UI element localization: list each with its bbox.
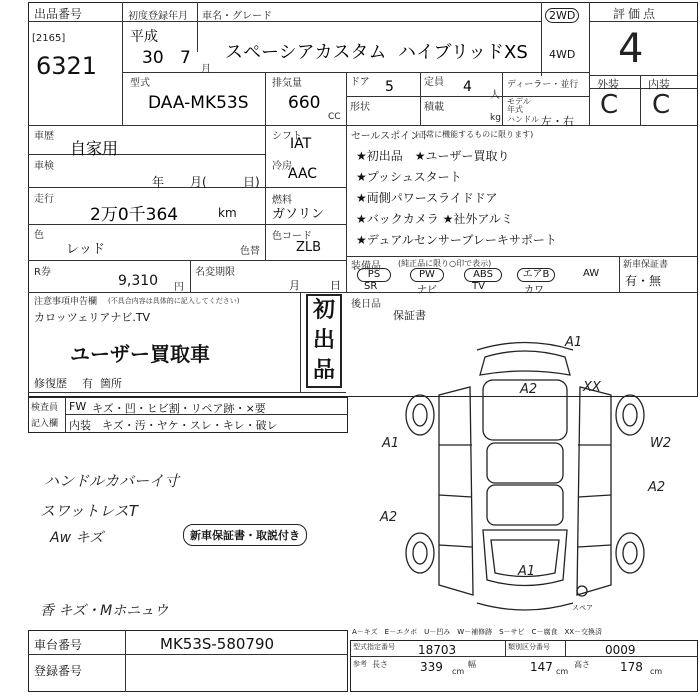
damage-mark-8: A1 (518, 564, 536, 579)
check-fw: FW (69, 400, 87, 413)
ext-label: 外装 (597, 78, 619, 91)
cc-label: 排気量 (272, 78, 302, 89)
spec-model-label: 型式指定番号 (353, 643, 395, 651)
car-grade: ハイブリッドXS (398, 42, 528, 63)
spare-label: スペア (572, 604, 593, 612)
damage-mark-5: W2 (650, 436, 672, 451)
mileage-unit: km (218, 206, 237, 220)
equip-ps: PS (357, 268, 391, 282)
lot-sub: [2165] (32, 33, 66, 44)
score-label: 評価点 (613, 7, 659, 21)
r-ticket-label: R券 (34, 267, 51, 278)
capacity-label: 定員 (424, 77, 444, 88)
spec-height-label: 高さ (574, 660, 590, 669)
spec-width-label: 幅 (468, 660, 476, 669)
model-label: 型式 (130, 78, 150, 89)
spec-length-value: 339 (420, 660, 443, 674)
damage-mark-7: A2 (380, 510, 398, 525)
score-value: 4 (618, 26, 644, 72)
reg-month: 7 (180, 48, 191, 68)
name-change-month: 月 (289, 279, 300, 292)
mileage-label: 走行 (34, 194, 54, 205)
ac-label: 冷房 (272, 161, 292, 172)
spec-model-value: 18703 (418, 643, 457, 657)
model-year-label-2: 年式 (507, 105, 523, 114)
color-label: 色 (34, 230, 44, 241)
lot-number: 6321 (36, 52, 98, 80)
handnote-2: スワットレスT (40, 502, 138, 520)
color-value: レッド (66, 242, 105, 257)
damage-mark-4: A1 (382, 436, 400, 451)
model-value: DAA-MK53S (148, 93, 249, 113)
spec-width-unit: cm (556, 667, 569, 676)
damage-mark-3: XX (583, 380, 601, 395)
notes-line-1: カロッツェリアナビ.TV (34, 311, 151, 324)
sales-point-2: ★プッシュスタート (356, 170, 462, 184)
sales-sub: (正常に機能するものに限ります) (415, 130, 534, 139)
equip-sr: SR (364, 281, 378, 292)
reg-label: 初度登録年月 (128, 11, 188, 22)
sales-point-1: ★初出品 ★ユーザー買取り (356, 149, 510, 163)
sales-label: セールスポイント (351, 131, 431, 142)
drive-2wd: 2WD (545, 8, 579, 23)
spec-height-value: 178 (620, 660, 643, 674)
name-change-day: 日 (330, 279, 341, 292)
handle-value: 左・右 (541, 115, 574, 128)
certificate-stamp: 新車保証書・取説付き (183, 524, 307, 546)
car-name: スペーシアカスタム (225, 42, 387, 63)
equip-leather: カワ (524, 285, 544, 296)
notes-label: 注意事項申告欄 (34, 297, 98, 307)
int-label: 内装 (648, 78, 670, 91)
check-label-1: 検査員 (31, 403, 59, 413)
notes-main: ユーザー買取車 (70, 342, 210, 366)
lot-label: 出品番号 (34, 7, 83, 21)
spec-length-label: 長さ (372, 660, 388, 669)
inspection-month: 月( (190, 175, 207, 189)
spec-ref-label: 参考 (353, 660, 367, 668)
dealer-label: ディーラー・並行 (507, 80, 579, 90)
check-naisou: 内装 (69, 419, 91, 432)
shape-label: 形状 (350, 102, 370, 113)
spec-class-label: 類別区分番号 (508, 643, 550, 651)
history-value: 自家用 (70, 139, 119, 158)
history-label: 車歴 (34, 131, 54, 142)
equip-label: 装備品 (351, 261, 381, 272)
equip-abs: ABS (464, 268, 502, 282)
r-ticket-unit: 円 (174, 282, 184, 293)
fuel-value: ガソリン (272, 207, 325, 222)
equip-tv: TV (472, 281, 485, 292)
check-line-2: キズ・汚・ヤケ・スレ・キレ・破レ (102, 419, 278, 432)
later-value: 保証書 (393, 309, 426, 322)
handle-label: ハンドル (507, 115, 539, 124)
color-change-label: 色替 (240, 246, 260, 257)
spec-length-unit: cm (452, 667, 465, 676)
repair-label: 修復歴 (34, 377, 67, 390)
shift-value: IAT (290, 136, 312, 152)
drive-4wd: 4WD (549, 48, 576, 61)
ext-value: C (600, 90, 619, 120)
capacity-value: 4 (463, 79, 472, 95)
color-code-value: ZLB (296, 240, 322, 255)
ac-value: AAC (288, 166, 318, 182)
color-code-label: 色コード (272, 231, 312, 242)
mileage-value: 2万0千364 (90, 205, 179, 225)
handnote-4: 香 キズ・Mホニュウ (40, 603, 169, 619)
equip-aw: AW (583, 268, 600, 279)
sales-point-4: ★バックカメラ ★社外アルミ (356, 212, 513, 226)
fuel-label: 燃料 (272, 195, 292, 206)
cc-value: 660 (288, 93, 321, 113)
equip-airbag: エアB (517, 268, 555, 282)
new-guarantee-label: 新車保証書 (623, 260, 669, 270)
reg-year: 30 (142, 48, 164, 68)
damage-mark-6: A2 (648, 480, 666, 495)
stamp-char-2: 出 (312, 328, 335, 353)
cc-unit: CC (328, 112, 341, 122)
reg-era: 平成 (130, 29, 158, 45)
inspection-label: 車検 (34, 161, 54, 172)
spec-width-value: 147 (530, 660, 553, 674)
damage-legend: A－キズ E－エクボ U－凹み W－補修跡 S－サビ C－腐食 XX－交換済 (352, 628, 603, 636)
spec-class-value: 0009 (605, 643, 636, 657)
model-year-label-1: モデル (507, 97, 531, 106)
equip-sub: (純正品に限り○印で表示) (398, 259, 492, 268)
car-label: 車名・グレード (202, 11, 272, 22)
notes-sub: (不具合内容は具体的に記入してください) (108, 297, 240, 305)
check-label-2: 記入欄 (31, 419, 59, 429)
check-line-1: キズ・凹・ヒビ割・リペア跡・×要 (92, 402, 266, 415)
equip-navi: ナビ (417, 285, 437, 296)
name-change-label: 名変期限 (195, 267, 235, 278)
regno-label: 登録番号 (34, 664, 83, 678)
r-ticket-value: 9,310 (118, 273, 159, 289)
frame-value: MK53S-580790 (160, 635, 275, 653)
repair-value: 有 (82, 377, 93, 390)
reg-month-unit: 月 (201, 64, 211, 75)
load-unit: kg (490, 113, 501, 123)
capacity-unit: 人 (490, 90, 500, 101)
stamp-char-3: 品 (312, 358, 335, 383)
shift-label: シフト (272, 131, 302, 142)
new-guarantee-value: 有・無 (625, 274, 662, 288)
sales-point-3: ★両側パワースライドドア (356, 191, 498, 205)
stamp-char-1: 初 (312, 298, 335, 323)
int-value: C (652, 90, 671, 120)
handnote-1: ハンドルカバーイ寸 (44, 472, 180, 490)
load-label: 積載 (424, 102, 444, 113)
inspection-day: 日) (243, 175, 260, 189)
later-label: 後日品 (351, 299, 381, 310)
inspection-year: 年 (152, 175, 165, 189)
sales-point-5: ★デュアルセンサーブレーキサポート (356, 233, 557, 247)
doors-value: 5 (385, 79, 394, 95)
spec-height-unit: cm (650, 667, 663, 676)
handnote-3: Aw キズ (50, 530, 104, 546)
damage-mark-1: A1 (565, 335, 583, 350)
damage-mark-2: A2 (520, 382, 538, 397)
repair-unit: 箇所 (100, 377, 122, 390)
doors-label: ドア (350, 77, 370, 88)
frame-label: 車台番号 (34, 638, 83, 652)
equip-pw: PW (410, 268, 444, 282)
first-listing-stamp (306, 294, 342, 388)
